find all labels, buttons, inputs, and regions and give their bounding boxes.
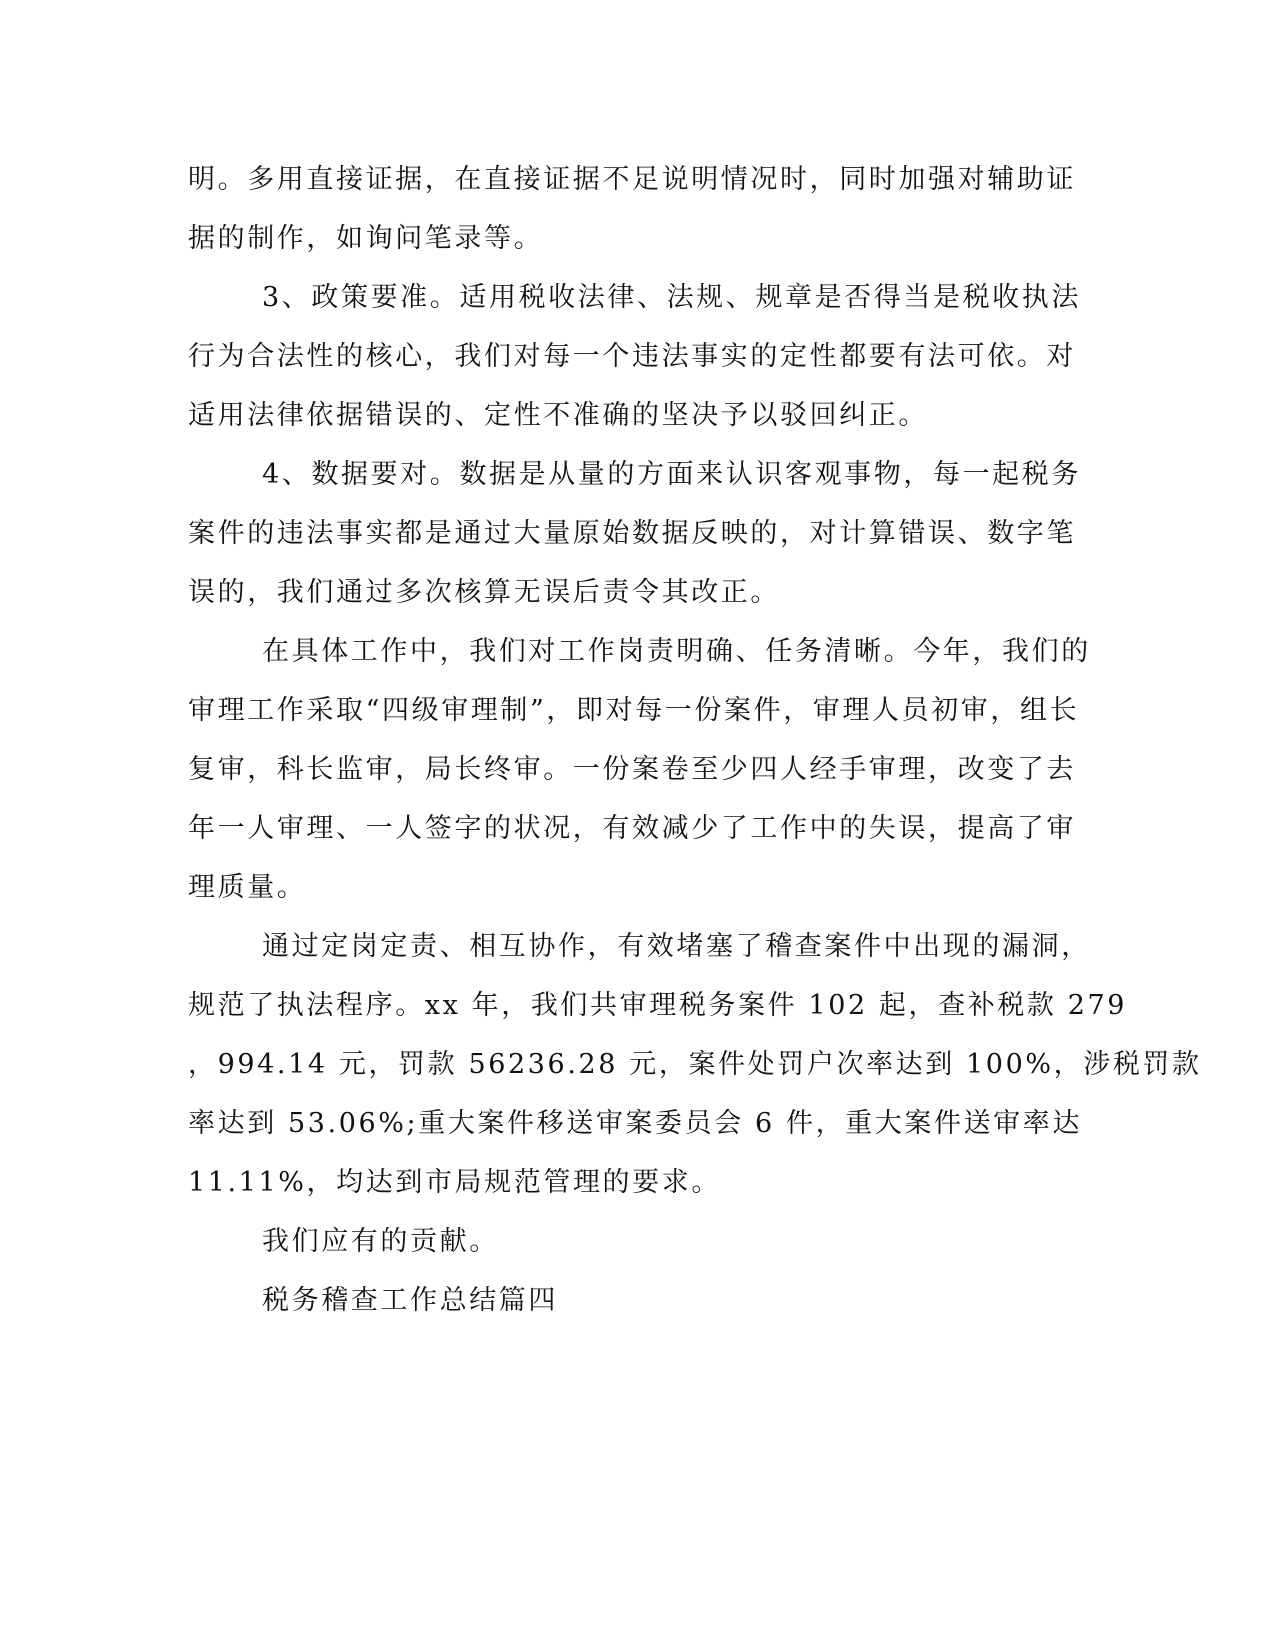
section-heading: 税务稽查工作总结篇四: [262, 1285, 558, 1316]
text-line: 明。多用直接证据，在直接证据不足说明情况时，同时加强对辅助证: [188, 164, 1076, 195]
text-line: 在具体工作中，我们对工作岗责明确、任务清晰。今年，我们的: [262, 636, 1091, 667]
text-line: 行为合法性的核心，我们对每一个违法事实的定性都要有法可依。对: [188, 341, 1076, 372]
text-line: 审理工作采取“四级审理制”，即对每一份案件，审理人员初审，组长: [188, 695, 1080, 726]
text-line: 复审，科长监审，局长终审。一份案卷至少四人经手审理，改变了去: [188, 754, 1076, 785]
text-line: 案件的违法事实都是通过大量原始数据反映的，对计算错误、数字笔: [188, 518, 1076, 549]
text-line: 据的制作，如询问笔录等。: [188, 223, 544, 254]
text-line: 3、政策要准。适用税收法律、法规、规章是否得当是税收执法: [262, 282, 1081, 313]
text-line: 适用法律依据错误的、定性不准确的坚决予以驳回纠正。: [188, 400, 928, 431]
text-line: 误的，我们通过多次核算无误后责令其改正。: [188, 577, 780, 608]
text-line: 理质量。: [188, 872, 307, 903]
text-line: 规范了执法程序。xx 年，我们共审理税务案件 102 起，查补税款 279: [188, 990, 1128, 1021]
text-line: 通过定岗定责、相互协作，有效堵塞了稽查案件中出现的漏洞，: [262, 931, 1091, 962]
text-line: 11.11%，均达到市局规范管理的要求。: [188, 1167, 721, 1198]
text-line: 我们应有的贡献。: [262, 1226, 499, 1257]
text-line: ，994.14 元，罚款 56236.28 元，案件处罚户次率达到 100%，涉税罚款: [188, 1049, 1202, 1080]
text-line: 率达到 53.06%;重大案件移送审案委员会 6 件，重大案件送审率达: [188, 1108, 1082, 1139]
text-line: 年一人审理、一人签字的状况，有效减少了工作中的失误，提高了审: [188, 813, 1076, 844]
text-line: 4、数据要对。数据是从量的方面来认识客观事物，每一起税务: [262, 459, 1081, 490]
